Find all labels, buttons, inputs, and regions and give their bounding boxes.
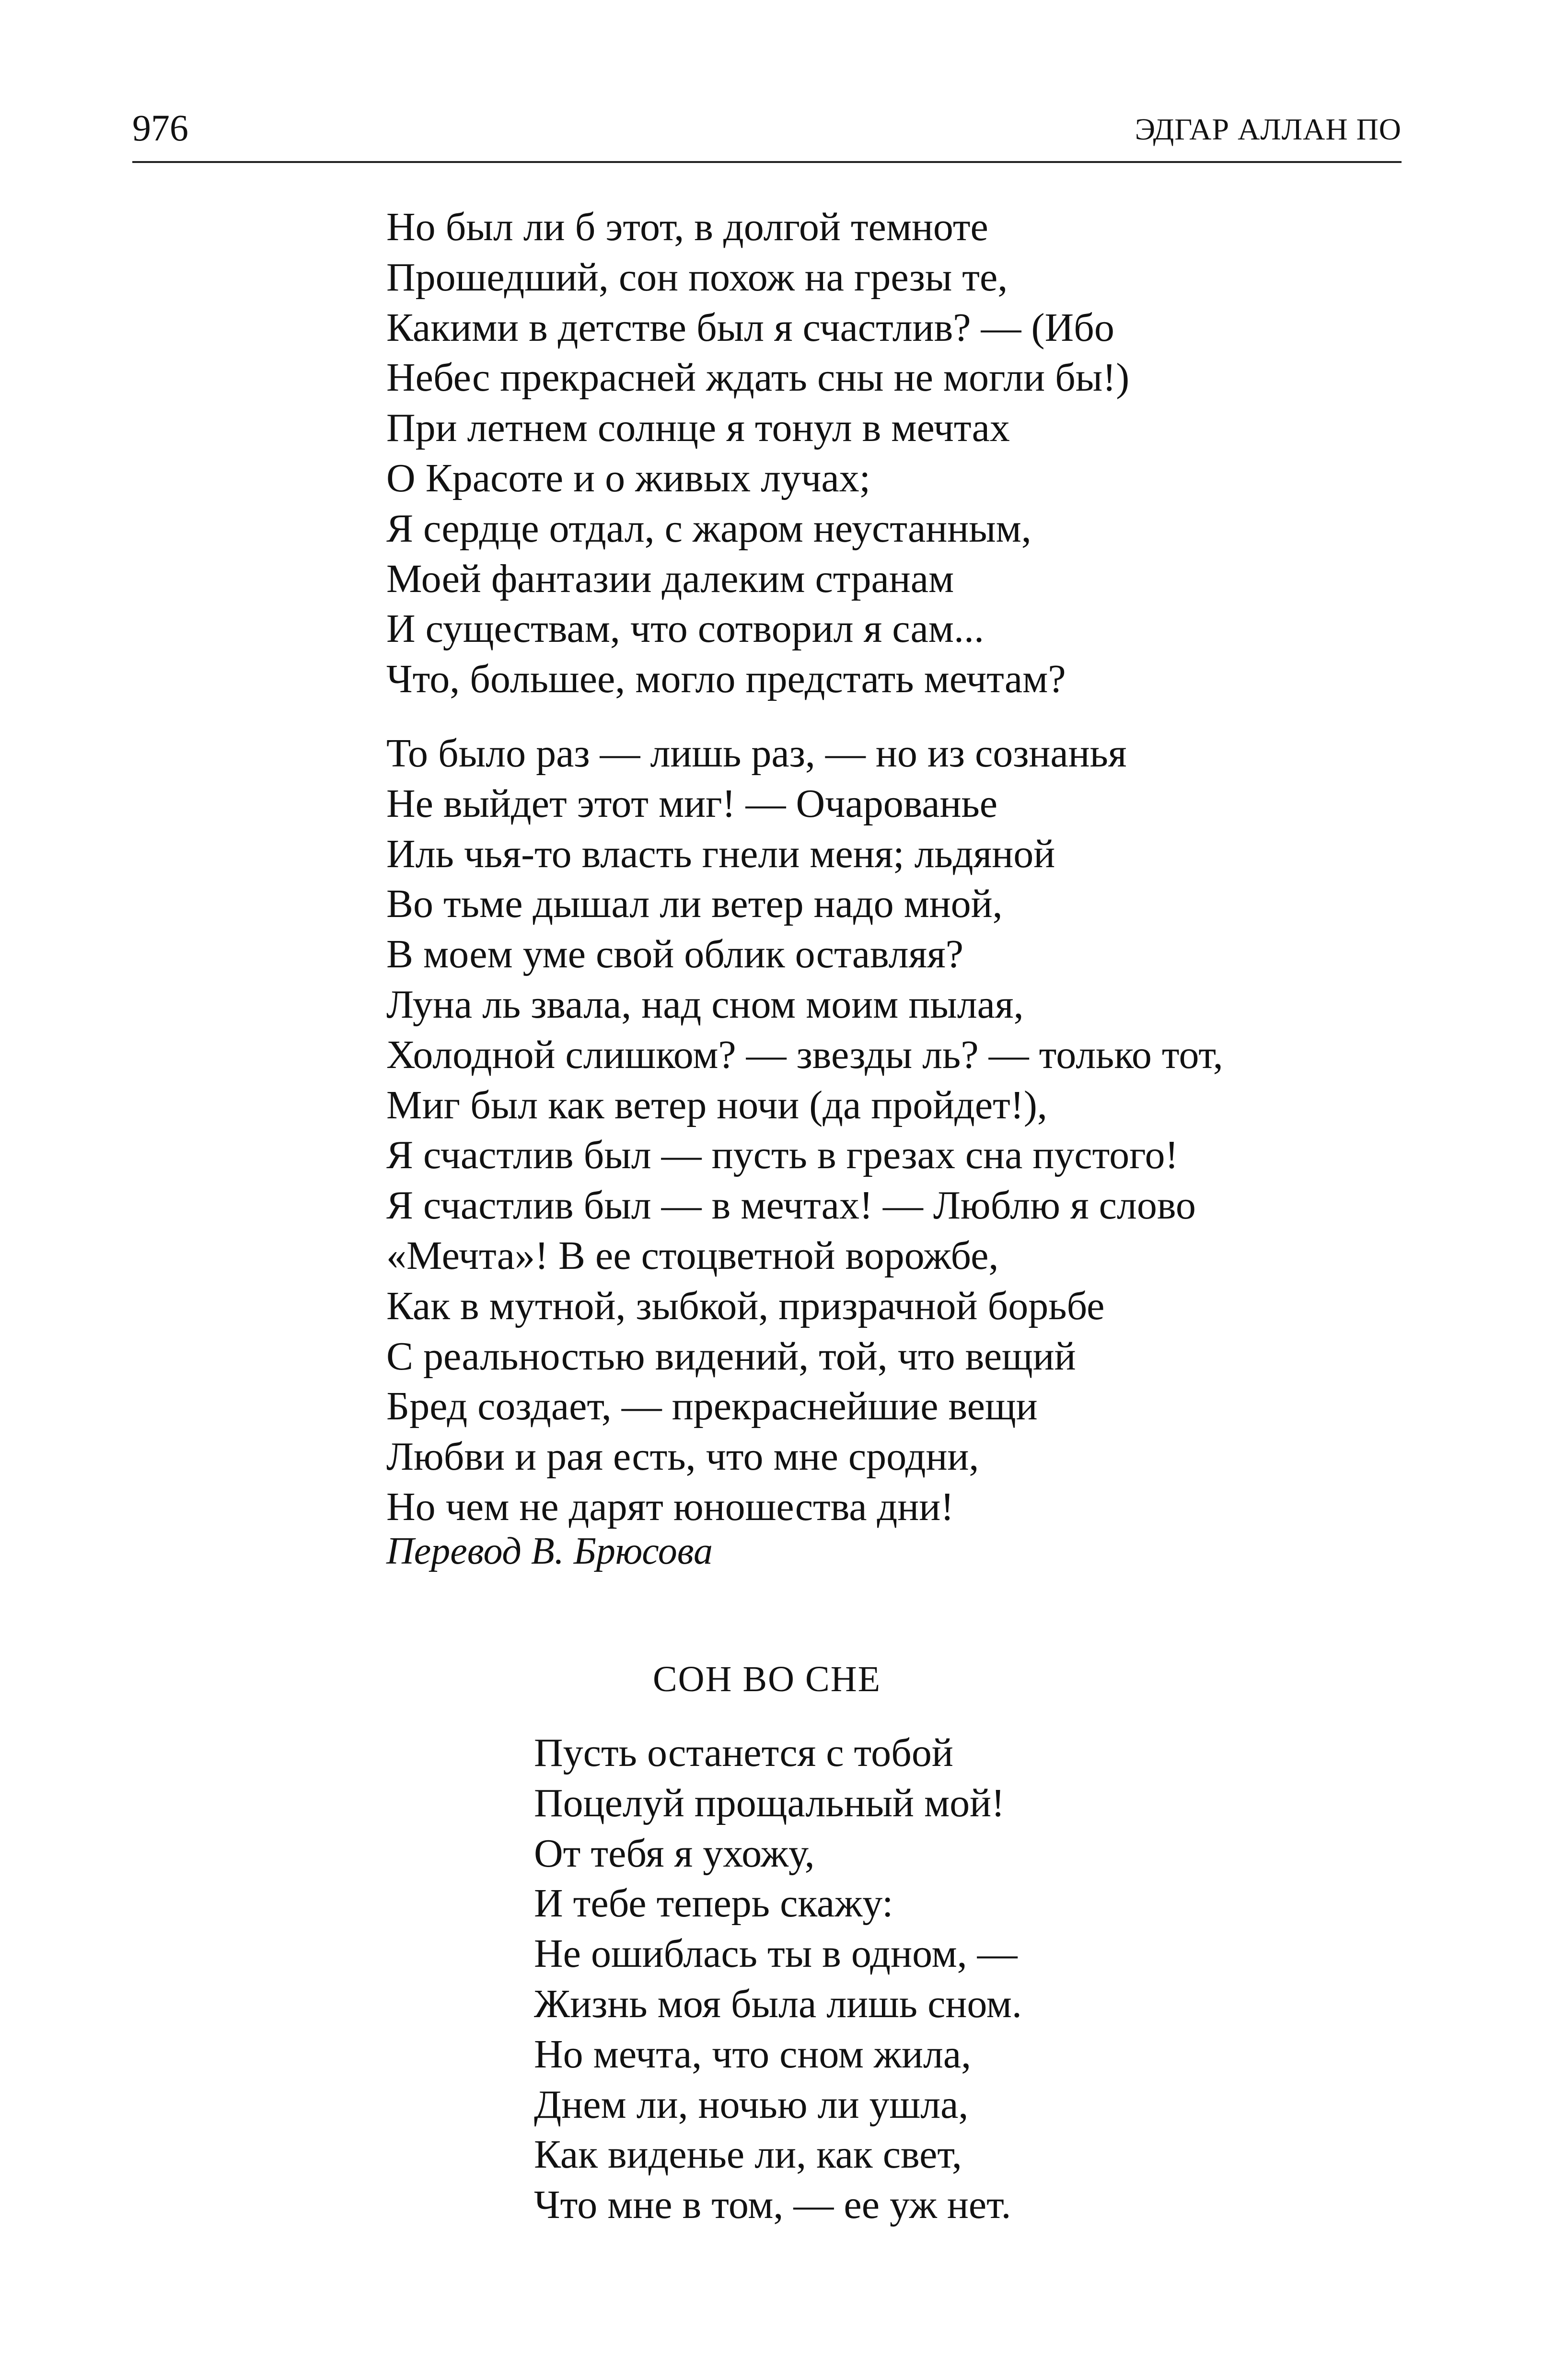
poem-line: Я сердце отдал, с жаром неустанным,	[386, 506, 1031, 551]
poem-line: «Мечта»! В ее стоцветной ворожбе,	[386, 1233, 999, 1278]
poem-line: Я счастлив был — в мечтах! — Люблю я слово	[386, 1183, 1196, 1228]
poem-line: О Красоте и о живых лучах;	[386, 455, 870, 500]
poem-line: Иль чья-то власть гнели меня; льдяной	[386, 831, 1055, 876]
running-head: ЭДГАР АЛЛАН ПО	[1135, 112, 1402, 146]
poem-line: Днем ли, ночью ли ушла,	[534, 2082, 969, 2127]
poem-line: Жизнь моя была лишь сном.	[534, 1981, 1022, 2026]
poem-stanza-1	[386, 202, 1129, 705]
poem-title: СОН ВО СНЕ	[652, 1659, 881, 1699]
poem-line: И существам, что сотворил я сам...	[386, 606, 984, 651]
poem-line: Я счастлив был — пусть в грезах сна пустого!	[386, 1133, 1179, 1178]
poem-line: И тебе теперь скажу:	[534, 1881, 893, 1926]
poem-line: То было раз — лишь раз, — но из сознанья	[386, 731, 1127, 776]
poem-line: Что мне в том, — ее уж нет.	[534, 2183, 1011, 2228]
poem-line: Прошедший, сон похож на грезы те,	[386, 255, 1008, 300]
poem-line: Холодной слишком? — звезды ль? — только тот,	[386, 1032, 1223, 1077]
poem-line: Луна ль звала, над сном моим пылая,	[386, 982, 1024, 1027]
poem-line: С реальностью видений, той, что вещий	[386, 1334, 1076, 1379]
poem-stanza-3	[534, 1728, 1022, 2230]
page-number: 976	[132, 107, 188, 149]
poem-line: Небес прекрасней ждать сны не могли бы!)	[386, 355, 1130, 400]
poem-line: Поцелуй прощальный мой!	[534, 1780, 1005, 1825]
poem-stanza-2	[386, 729, 1223, 1532]
poem-line: Не ошиблась ты в одном, —	[534, 1931, 1018, 1976]
poem-line: Не выйдет этот миг! — Очарованье	[386, 781, 998, 826]
poem-line: От тебя я ухожу,	[534, 1831, 815, 1876]
poem-line: Бред создает, — прекраснейшие вещи	[386, 1384, 1038, 1429]
poem-line: Но был ли б этот, в долгой темноте	[386, 205, 988, 249]
poem-line: Но мечта, что сном жила,	[534, 2032, 972, 2077]
poem-line: При летнем солнце я тонул в мечтах	[386, 406, 1010, 451]
poem-line: Миг был как ветер ночи (да пройдет!),	[386, 1082, 1047, 1127]
poem-line: Любви и рая есть, что мне сродни,	[386, 1434, 979, 1479]
poem-line: Как в мутной, зыбкой, призрачной борьбе	[386, 1283, 1105, 1328]
poem-line: Моей фантазии далеким странам	[386, 556, 954, 601]
poem-line: Во тьме дышал ли ветер надо мной,	[386, 882, 1003, 927]
poem-line: Что, большее, могло предстать мечтам?	[386, 657, 1066, 702]
poem-line: Пусть останется с тобой	[534, 1730, 953, 1775]
poem-line: Какими в детстве был я счастлив? — (Ибо	[386, 305, 1114, 350]
header-rule	[132, 161, 1402, 163]
poem-line: В моем уме свой облик оставляя?	[386, 932, 964, 977]
translator-credit: Перевод В. Брюсова	[386, 1530, 713, 1572]
poem-line: Как виденье ли, как свет,	[534, 2132, 962, 2177]
poem-line: Но чем не дарят юношества дни!	[386, 1484, 954, 1529]
